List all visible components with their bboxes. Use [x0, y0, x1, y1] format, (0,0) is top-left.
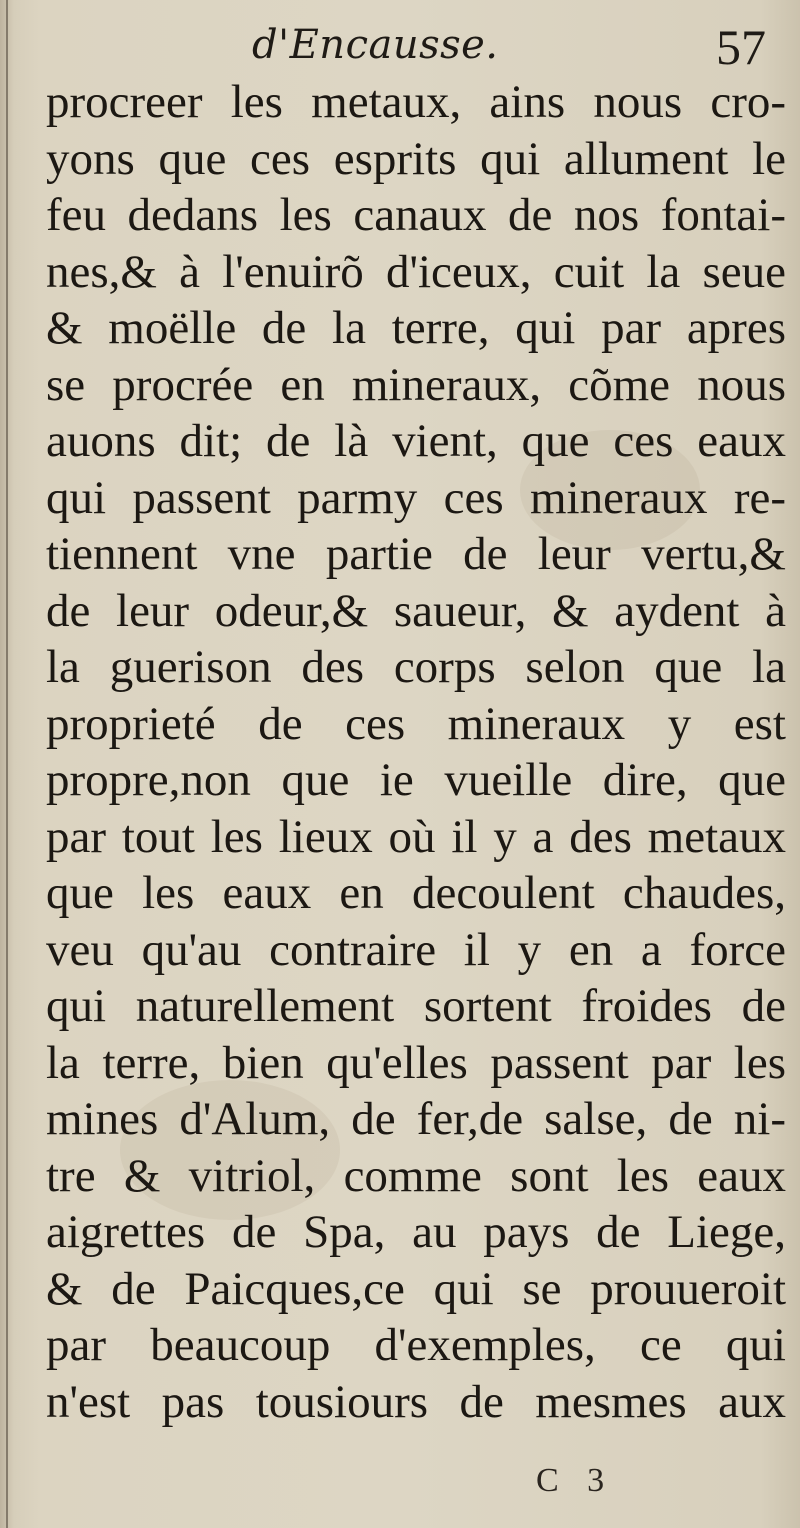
text-line: n'est pas tousiours de mesmes aux — [46, 1375, 786, 1428]
text-line: mines d'Alum, de fer,de salse, de ni- — [46, 1093, 786, 1145]
signature-mark: C 3 — [536, 1462, 615, 1499]
page-number: 57 — [716, 19, 766, 75]
text-line: propre,non que ie vueille dire, que — [46, 754, 786, 806]
text-line: auons dit; de là vient, que ces eaux — [46, 415, 786, 467]
text-line: tiennent vne partie de leur vertu,& — [46, 528, 786, 580]
text-line: se procrée en mineraux, cõme nous — [46, 358, 786, 411]
text-line: par beaucoup d'exemples, ce qui — [46, 1319, 786, 1371]
text-line: & de Paicques,ce qui se prouueroit — [46, 1262, 786, 1315]
text-line: la guerison des corps selon que la — [46, 641, 786, 693]
text-line: qui naturellement sortent froides de — [46, 980, 786, 1032]
text-line: proprieté de ces mineraux y est — [46, 697, 786, 750]
text-line: aigrettes de Spa, au pays de Liege, — [46, 1206, 786, 1258]
text-line: qui passent parmy ces mineraux re- — [46, 471, 786, 524]
text-line: nes,& à l'enuirõ d'iceux, cuit la seue — [46, 245, 786, 298]
body-text — [46, 74, 786, 1430]
page-header — [40, 14, 780, 76]
text-line: par tout les lieux où il y a des metaux — [46, 810, 786, 863]
text-line: veu qu'au contraire il y en a force — [46, 923, 786, 976]
page-gutter-edge — [6, 0, 8, 1528]
running-title: d'Encausse. — [252, 22, 499, 68]
text-line: tre & vitriol, comme sont les eaux — [46, 1149, 786, 1202]
text-line: & moëlle de la terre, qui par apres — [46, 302, 786, 354]
text-line: de leur odeur,& saueur, & aydent à — [46, 584, 786, 637]
text-line: procreer les metaux, ains nous cro- — [46, 76, 786, 128]
text-line: la terre, bien qu'elles passent par les — [46, 1036, 786, 1089]
text-line: yons que ces esprits qui allument le — [46, 132, 786, 185]
text-line: que les eaux en decoulent chaudes, — [46, 867, 786, 919]
text-line: feu dedans les canaux de nos fontai- — [46, 189, 786, 241]
